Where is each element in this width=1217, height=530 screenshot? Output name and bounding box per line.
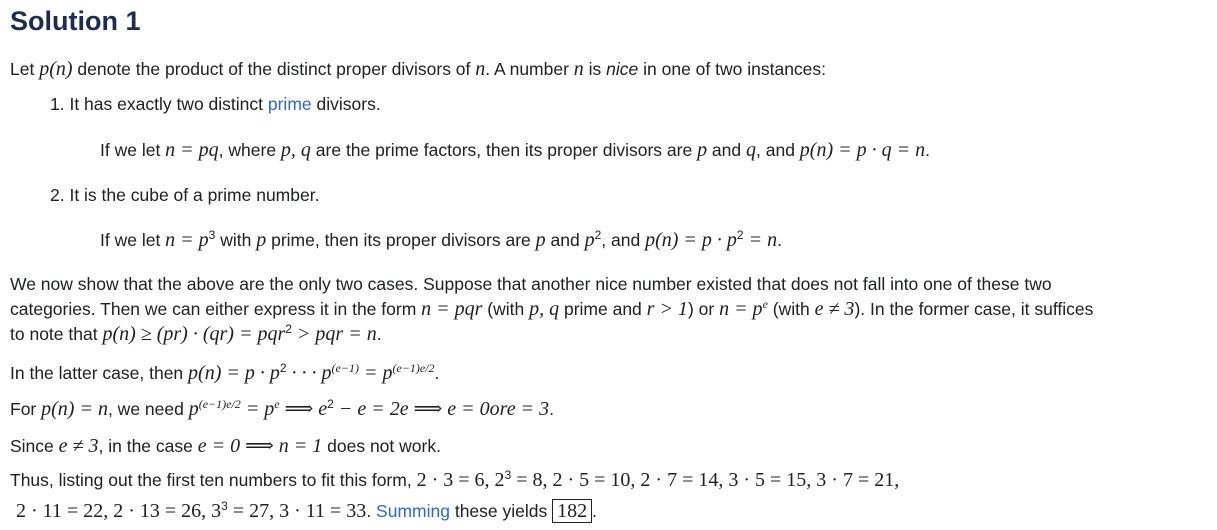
for-pn-line: For p(n) = n, we need $p^{(e-1)e/2} = p^e$ ⟹ $e^2 - e = 2e$ ⟹ e = 0ore = 3.	[10, 397, 554, 420]
prime-link[interactable]: prime	[267, 94, 312, 114]
para1-line1: We now show that the above are the only two cases. Suppose that another nice number existed that does not fall into one of these two	[10, 274, 1052, 294]
thus-line2: 2 · 11 = 22, 2 · 13 = 26, $3^3 = 27$, 3 · 11 = 33. Summing these yields 182 .	[16, 499, 597, 522]
para1-line2: categories. Then we can either express it in the form n = pqr (with p, q prime and r > 1) or $n = p^e$ (with e ≠ 3). In the former case, it suffices	[10, 297, 1094, 320]
summing-link[interactable]: Summing	[376, 501, 450, 521]
intro-line: Let p(n) denote the product of the distinct proper divisors of n. A number n is nice in one of two instances:	[10, 58, 827, 80]
section-heading: Solution 1	[10, 6, 141, 36]
since-line: Since e ≠ 3, in the case e = 0 ⟹ n = 1 does not work.	[10, 435, 441, 457]
nice-term: nice	[606, 59, 639, 79]
thus-line1: Thus, listing out the first ten numbers to fit this form, 2 · 3 = 6, $2^3 = 8$, 2 · 5 = 10, 2 · 7 = 14, 3 · 5 = 15, 3 · 7 = 21,	[10, 468, 900, 491]
case1-label: 1. It has exactly two distinct prime divisors.	[50, 94, 381, 114]
para1-line3: to note that p(n) ≥ (pr) · (qr) = pqr$^2$ > pqr = n.	[10, 322, 382, 345]
case2-label: 2. It is the cube of a prime number.	[50, 185, 320, 205]
latter-case-line: In the latter case, then $p(n) = p \cdot p^2$ · · · $p^{(e-1)} = p^{(e-1)e/2}$.	[10, 361, 440, 384]
case2-detail: If we let $n = p^3$ with p prime, then its proper divisors are p and $p^2$, and $p(n) = p \cdot p^2 = n$.	[100, 228, 782, 251]
answer-box: 182	[552, 499, 592, 523]
case1-detail: If we let n = pq, where p, q are the prime factors, then its proper divisors are p and q, and p(n) = p · q = n.	[100, 139, 930, 161]
